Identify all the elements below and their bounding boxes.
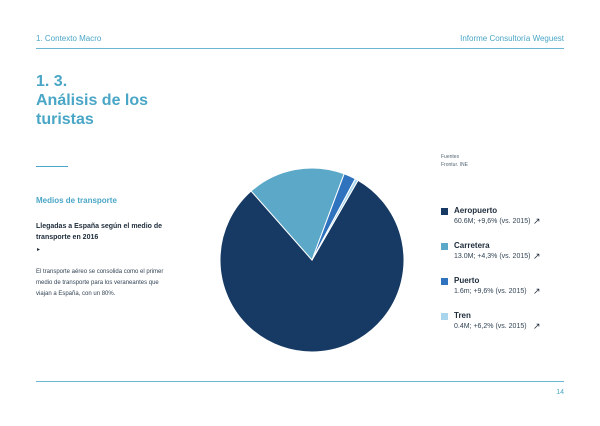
body-paragraph: El transporte aéreo se consolida como el primer medio de transporte para los veraneantes que viajan a España, con un 80%.: [36, 269, 164, 297]
legend-swatch-tren: [441, 313, 448, 320]
header-section-label: 1. Contexto Macro: [36, 34, 102, 43]
page-title-number: 1. 3.: [36, 73, 68, 90]
legend-name-carretera: Carretera: [454, 241, 490, 250]
footer-divider: [36, 381, 564, 382]
arrow-up-right-icon: ↗: [533, 216, 541, 226]
page-number: 14: [556, 389, 564, 396]
legend-swatch-aeropuerto: [441, 208, 448, 215]
section-label: Medios de transporte: [36, 196, 117, 205]
legend-detail-puerto: 1.6m; +9,6% (vs. 2015): [454, 288, 527, 295]
legend-name-aeropuerto: Aeropuerto: [454, 206, 498, 215]
legend-detail-tren: 0.4M; +6,2% (vs. 2015): [454, 323, 527, 330]
chart-subheading: Llegadas a España según el medio de transporte en 2016: [36, 223, 163, 241]
legend-name-puerto: Puerto: [454, 276, 480, 285]
header-report-title: Informe Consultoría Weguest: [460, 34, 564, 43]
legend-detail-carretera: 13.0M; +4,3% (vs. 2015): [454, 253, 531, 260]
page-title-line-2: turistas: [36, 111, 94, 128]
arrow-up-right-icon: ↗: [533, 286, 541, 296]
legend-detail-aeropuerto: 60.6M; +9,6% (vs. 2015): [454, 218, 531, 225]
arrow-up-right-icon: ↗: [533, 321, 541, 331]
bullet-marker-icon: ▸: [37, 247, 41, 253]
page-title-line-1: Análisis de los: [36, 92, 149, 109]
sources-label: Fuentes: [441, 154, 460, 160]
arrow-up-right-icon: ↗: [533, 251, 541, 261]
sources-value: Frontur. INE: [441, 162, 468, 168]
legend-swatch-puerto: [441, 278, 448, 285]
legend-name-tren: Tren: [454, 311, 471, 320]
legend-swatch-carretera: [441, 243, 448, 250]
